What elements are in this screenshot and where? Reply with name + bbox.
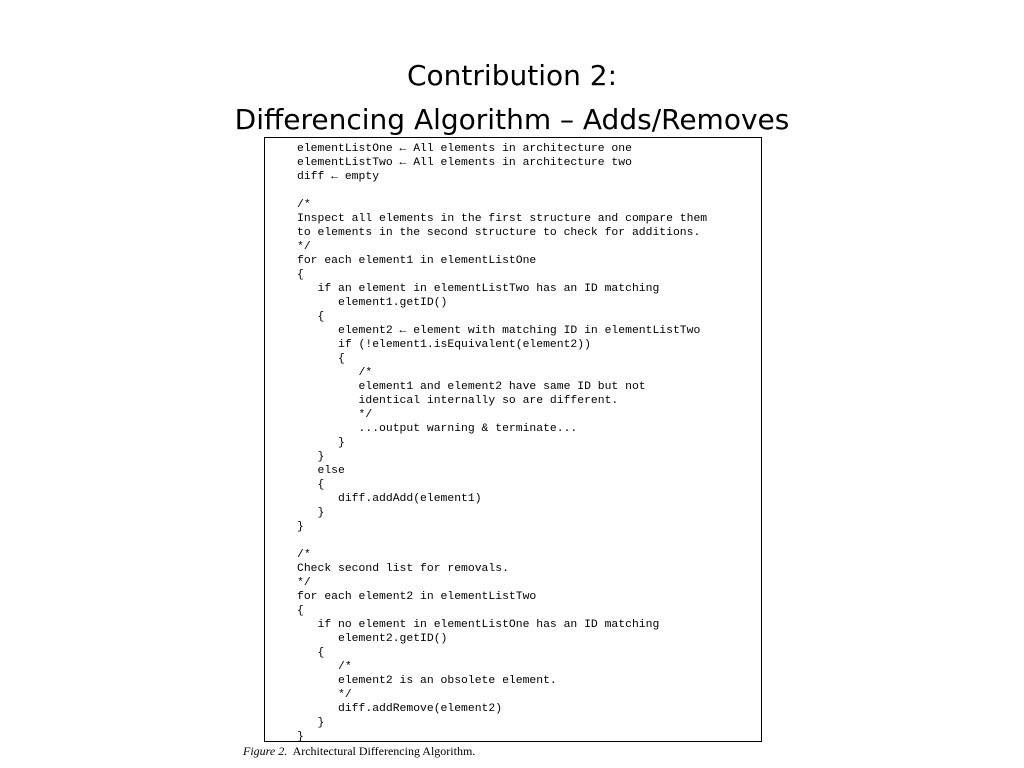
code-line: to elements in the second structure to check for additions. <box>297 227 701 239</box>
code-line <box>297 534 707 548</box>
code-line: */ <box>297 689 352 701</box>
code-line: elementListOne ← All elements in architecture one <box>297 143 632 155</box>
code-line: /* <box>297 367 373 379</box>
code-line: element2 ← element with matching ID in elementListTwo <box>297 325 701 337</box>
code-line: } <box>297 451 325 463</box>
code-line: element1.getID() <box>297 297 448 309</box>
code-line: /* <box>297 661 352 673</box>
code-line: identical internally so are different. <box>297 395 619 407</box>
code-line: { <box>297 311 325 323</box>
code-line: if no element in elementListOne has an ID matching <box>297 619 660 631</box>
code-line: Inspect all elements in the first structure and compare them <box>297 213 708 225</box>
code-line: /* <box>297 549 311 561</box>
code-line: { <box>297 479 325 491</box>
code-line: for each element1 in elementListOne <box>297 255 537 267</box>
code-line: { <box>297 353 345 365</box>
code-line: */ <box>297 241 311 253</box>
code-line: element2 is an obsolete element. <box>297 675 557 687</box>
code-line: { <box>297 269 304 281</box>
code-line: /* <box>297 199 311 211</box>
figure-caption-label: Figure 2. <box>243 744 288 758</box>
code-line: elementListTwo ← All elements in architecture two <box>297 157 632 169</box>
code-line: diff.addRemove(element2) <box>297 703 503 715</box>
code-line: } <box>297 731 304 743</box>
slide-title <box>0 54 1024 142</box>
figure-caption-text: Architectural Differencing Algorithm. <box>292 744 476 758</box>
code-line: { <box>297 647 325 659</box>
figure-caption <box>243 744 475 759</box>
code-line <box>297 184 707 198</box>
pseudocode-block <box>297 142 707 744</box>
code-line: for each element2 in elementListTwo <box>297 591 537 603</box>
slide-title-line-2: Differencing Algorithm – Adds/Removes <box>234 103 790 136</box>
code-line: if an element in elementListTwo has an ID matching <box>297 283 660 295</box>
code-line: ...output warning & terminate... <box>297 423 578 435</box>
code-line: if (!element1.isEquivalent(element2)) <box>297 339 591 351</box>
code-line: else <box>297 465 345 477</box>
code-line: element2.getID() <box>297 633 448 645</box>
algorithm-figure <box>264 137 762 742</box>
code-line: } <box>297 521 304 533</box>
code-line: } <box>297 437 345 449</box>
code-line: } <box>297 717 325 729</box>
code-line: element1 and element2 have same ID but not <box>297 381 646 393</box>
code-line: */ <box>297 409 373 421</box>
code-line: */ <box>297 577 311 589</box>
code-line: { <box>297 605 304 617</box>
code-line: Check second list for removals. <box>297 563 509 575</box>
code-line: diff.addAdd(element1) <box>297 493 482 505</box>
code-line: diff ← empty <box>297 171 380 183</box>
slide-title-line-1: Contribution 2: <box>407 59 617 92</box>
code-line: } <box>297 507 325 519</box>
